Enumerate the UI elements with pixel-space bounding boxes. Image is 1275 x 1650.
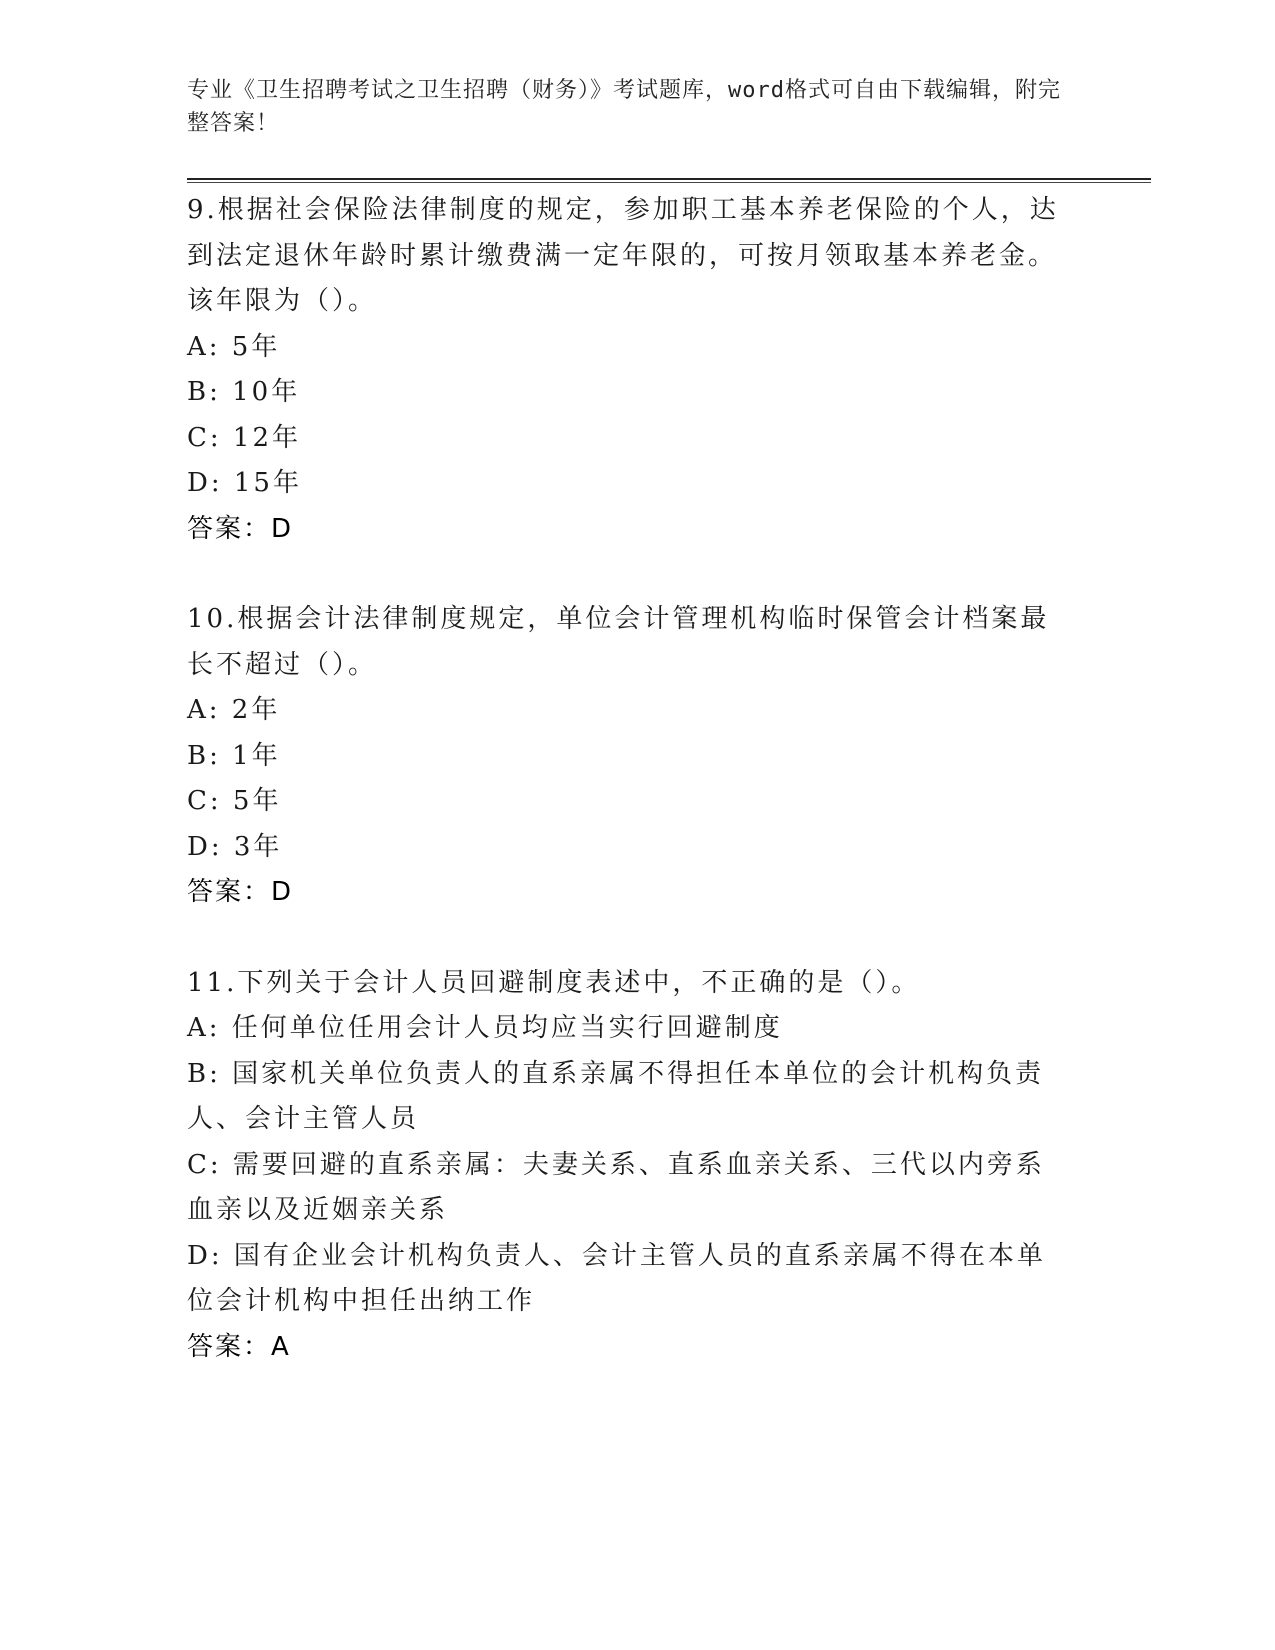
question-stem: 11.下列关于会计人员回避制度表述中，不正确的是（）。 — [187, 967, 921, 998]
question-stem: 9.根据社会保险法律制度的规定，参加职工基本养老保险的个人，达到法定退休年龄时累计缴费满一定年限的，可按月领取基本养老金。该年限为（）。 — [187, 195, 1059, 316]
header-divider-thin — [187, 182, 1151, 183]
option-a: A: 任何单位任用会计人员均应当实行回避制度 — [187, 1013, 783, 1043]
document-header: 专业《卫生招聘考试之卫生招聘（财务）》考试题库，word格式可自由下载编辑，附完整答案！ — [187, 78, 1061, 136]
question-stem: 10.根据会计法律制度规定，单位会计管理机构临时保管会计档案最长不超过（）。 — [187, 604, 1050, 680]
answer-line: 答案：A — [187, 1331, 291, 1362]
question-item — [187, 188, 1067, 552]
option-d: D: 15年 — [187, 468, 302, 498]
option-c: C: 需要回避的直系亲属：夫妻关系、直系血亲关系、三代以内旁系血亲以及近姻亲关系 — [187, 1149, 1045, 1225]
option-c: C: 5年 — [187, 786, 282, 816]
option-b: B: 1年 — [187, 740, 281, 771]
option-d: D: 国有企业会计机构负责人、会计主管人员的直系亲属不得在本单位会计机构中担任出纳工作 — [187, 1240, 1046, 1316]
header-divider — [187, 178, 1151, 180]
option-a: A: 2年 — [187, 695, 281, 725]
option-c: C: 12年 — [187, 422, 302, 453]
option-d: D: 3年 — [187, 831, 283, 862]
option-b: B: 10年 — [187, 377, 301, 407]
answer-line: 答案：D — [187, 513, 294, 544]
option-b: B: 国家机关单位负责人的直系亲属不得担任本单位的会计机构负责人、会计主管人员 — [187, 1058, 1045, 1134]
question-item — [187, 961, 1067, 1371]
option-a: A: 5年 — [187, 331, 281, 362]
question-list — [187, 188, 1067, 1415]
answer-line: 答案：D — [187, 877, 294, 907]
question-item — [187, 597, 1067, 916]
